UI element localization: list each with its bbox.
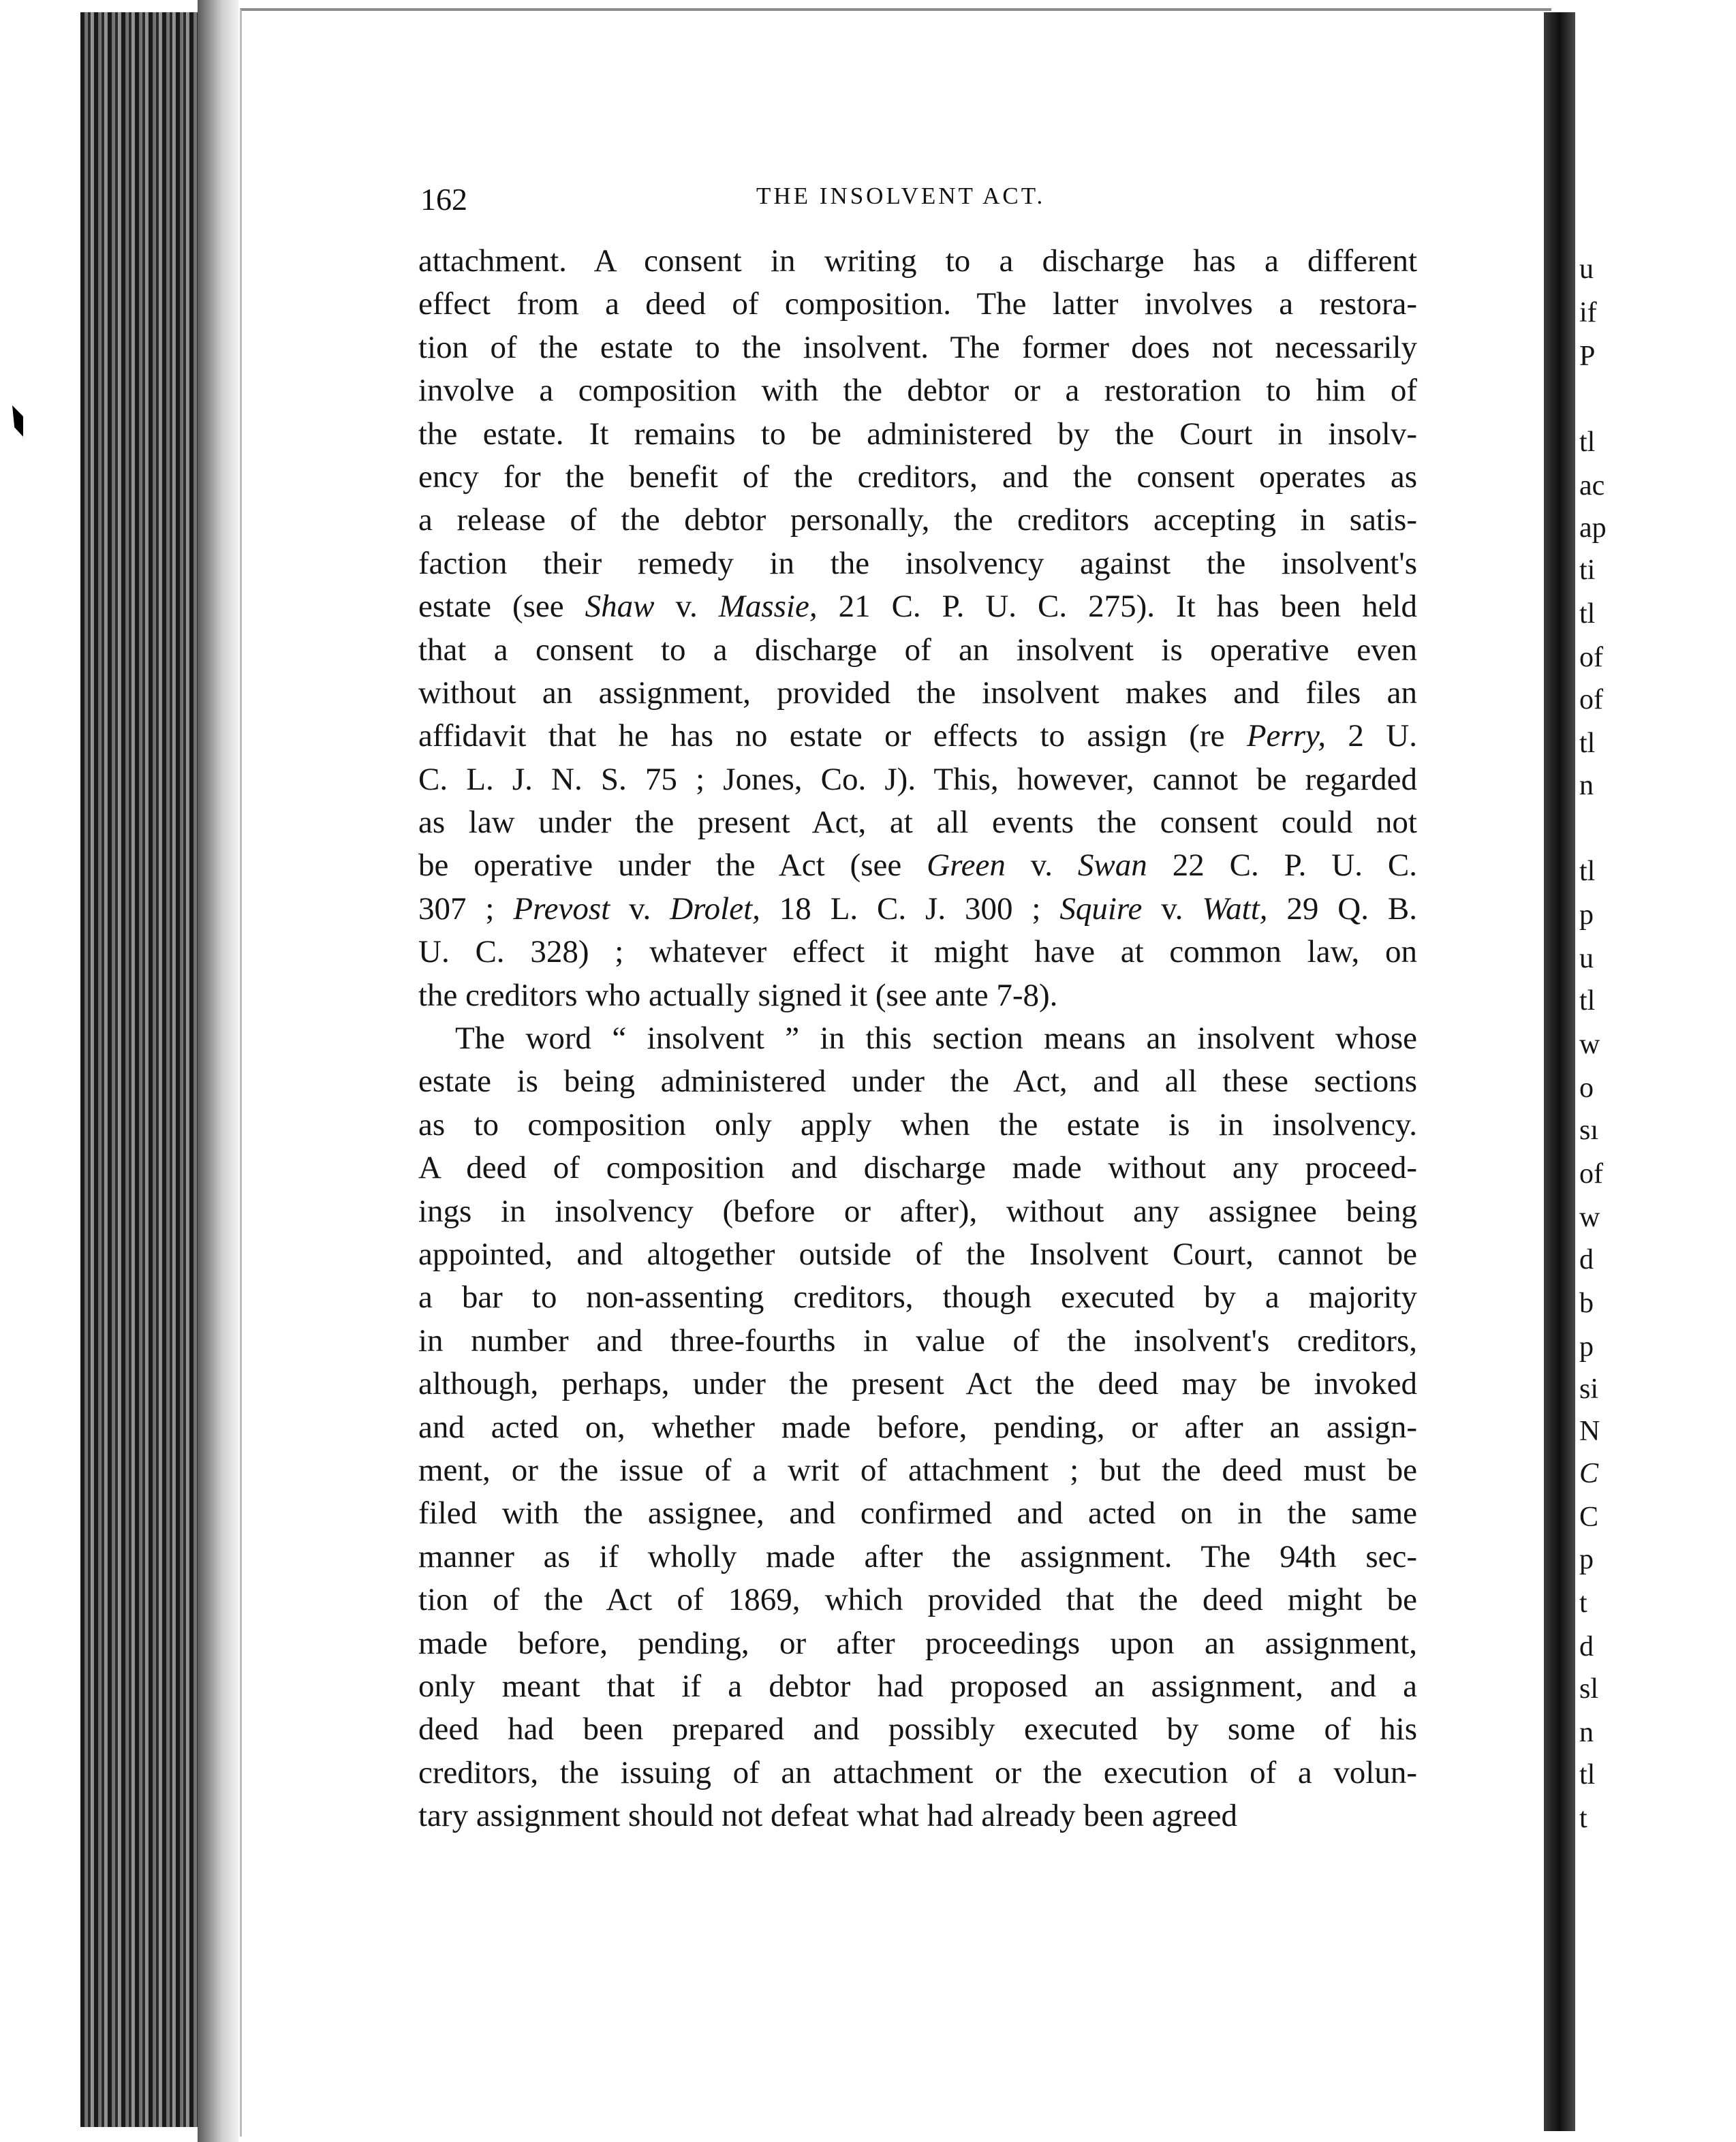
text-segment: effect from a deed of composition. The latter involves a restora- — [418, 286, 1417, 322]
next-page-fragment: of — [1579, 1158, 1603, 1190]
binding-shadow — [198, 0, 238, 2142]
next-page-fragment: sl — [1579, 1673, 1599, 1705]
text-line — [418, 456, 1417, 499]
text-segment: A deed of composition and discharge made without any proceed- — [418, 1150, 1417, 1186]
next-page-fragment: of — [1579, 642, 1603, 673]
text-segment: faction their remedy in the insolvency against the insolvent's — [418, 545, 1417, 581]
next-page-fragment: d — [1579, 1631, 1594, 1662]
text-line — [418, 1276, 1417, 1319]
case-name: Shaw — [585, 589, 655, 625]
next-page-fragment: t — [1579, 1803, 1587, 1834]
text-segment: appointed, and altogether outside of the Insolvent Court, cannot be — [418, 1236, 1417, 1272]
next-page-fragment: p — [1579, 1331, 1594, 1363]
text-line — [418, 413, 1417, 456]
text-line — [418, 1060, 1417, 1103]
text-segment: tion of the Act of 1869, which provided that the deed might be — [418, 1582, 1417, 1618]
text-line — [418, 1190, 1417, 1233]
text-line — [418, 585, 1417, 628]
next-page-fragment: o — [1579, 1072, 1594, 1104]
text-segment: 22 C. P. U. C. — [1147, 848, 1417, 884]
case-name: Drolet, — [670, 890, 760, 927]
next-page-fragment: C — [1579, 1458, 1599, 1489]
next-page-fragment: P — [1579, 341, 1596, 372]
next-page-fragment: p — [1579, 1544, 1594, 1575]
text-segment: v. — [1142, 890, 1203, 927]
text-segment: made before, pending, or after proceedings upon an assignment, — [418, 1625, 1417, 1661]
running-title: THE INSOLVENT ACT. — [756, 183, 1046, 209]
next-page-fragment: C — [1579, 1502, 1599, 1533]
text-line — [418, 715, 1417, 758]
text-line — [418, 283, 1417, 326]
case-name: Massie, — [718, 589, 818, 625]
next-page-fragment: ap — [1579, 512, 1607, 544]
next-page-fragment: if — [1579, 297, 1597, 328]
text-line — [418, 1752, 1417, 1795]
text-line — [418, 629, 1417, 672]
text-segment: ings in insolvency (before or after), without any assignee being — [418, 1193, 1417, 1229]
text-line — [418, 1363, 1417, 1406]
text-segment: affidavit that he has no estate or effects to assign (re — [418, 718, 1247, 754]
text-segment: C. L. J. N. S. 75 ; Jones, Co. J). This, however, cannot be regarded — [418, 761, 1417, 797]
text-line — [418, 672, 1417, 715]
next-page-fragment: N — [1579, 1416, 1600, 1447]
text-segment: as law under the present Act, at all events the consent could not — [418, 805, 1417, 841]
text-line — [418, 1665, 1417, 1708]
case-name: Green — [927, 848, 1006, 884]
text-line — [418, 931, 1417, 974]
text-line — [418, 801, 1417, 844]
text-segment: tary assignment should not defeat what had already been agreed — [418, 1798, 1237, 1834]
next-page-fragment: n — [1579, 770, 1594, 801]
text-segment: that a consent to a discharge of an insolvent is operative even — [418, 632, 1417, 668]
text-segment: tion of the estate to the insolvent. The former does not necessarily — [418, 329, 1417, 365]
text-segment: ency for the benefit of the creditors, and the consent operates as — [418, 459, 1417, 495]
next-page-fragment: n — [1579, 1717, 1594, 1748]
next-page-fragment: tl — [1579, 985, 1596, 1016]
text-segment: although, perhaps, under the present Act the deed may be invoked — [418, 1366, 1417, 1402]
text-segment: manner as if wholly made after the assignment. The 94th sec- — [418, 1538, 1417, 1574]
case-name: Swan — [1077, 848, 1147, 884]
page-number: 162 — [420, 182, 467, 217]
text-line — [418, 1233, 1417, 1276]
text-segment: creditors, the issuing of an attachment or the execution of a volun- — [418, 1754, 1417, 1790]
text-segment: 21 C. P. U. C. 275). It has been held — [817, 589, 1417, 625]
next-page-fragment: ac — [1579, 470, 1605, 501]
text-line — [418, 369, 1417, 412]
text-line — [418, 1579, 1417, 1621]
book-gutter — [1544, 12, 1575, 2131]
text-line — [418, 1104, 1417, 1147]
next-page-fragment: tl — [1579, 426, 1596, 458]
next-page-fragment: si — [1579, 1373, 1599, 1405]
text-segment: and acted on, whether made before, pending, or after an assign- — [418, 1409, 1417, 1445]
case-name: Prevost — [513, 890, 610, 927]
text-line — [418, 1449, 1417, 1492]
text-line — [418, 1536, 1417, 1579]
text-segment: v. — [1005, 848, 1078, 884]
text-line — [418, 1708, 1417, 1751]
text-line — [418, 758, 1417, 801]
text-segment: estate (see — [418, 589, 585, 625]
text-segment: only meant that if a debtor had proposed an assignment, and a — [418, 1668, 1417, 1704]
next-page-fragment: ti — [1579, 555, 1596, 586]
next-page-fragment: sı — [1579, 1115, 1599, 1146]
next-page-fragment: p — [1579, 899, 1594, 931]
text-segment: attachment. A consent in writing to a discharge has a different — [418, 243, 1417, 279]
text-segment: The word “ insolvent ” in this section means an insolvent whose — [455, 1021, 1417, 1057]
next-page-fragment: u — [1579, 253, 1594, 285]
next-page-fragment: of — [1579, 684, 1603, 715]
text-segment: v. — [610, 890, 670, 927]
text-segment: be operative under the Act (see — [418, 848, 927, 884]
text-line — [418, 1406, 1417, 1449]
text-line — [418, 844, 1417, 887]
text-segment: the creditors who actually signed it (see ante 7-8). — [418, 977, 1058, 1013]
next-page-fragment: t — [1579, 1587, 1587, 1619]
text-segment: a bar to non-assenting creditors, though executed by a majority — [418, 1279, 1417, 1316]
next-page-fragment: u — [1579, 943, 1594, 974]
text-segment: involve a composition with the debtor or a restoration to him of — [418, 373, 1417, 409]
text-segment: 18 L. C. J. 300 ; — [760, 890, 1060, 927]
page-body-text — [418, 240, 1417, 1837]
text-line — [418, 240, 1417, 283]
text-segment: 2 U. — [1326, 718, 1417, 754]
case-name: Watt, — [1202, 890, 1268, 927]
next-page-fragment: w — [1579, 1029, 1600, 1060]
text-line — [418, 1795, 1417, 1837]
text-segment: U. C. 328) ; whatever effect it might have at common law, on — [418, 934, 1417, 970]
text-segment: 307 ; — [418, 890, 514, 927]
text-segment: filed with the assignee, and confirmed and acted on in the same — [418, 1495, 1417, 1532]
text-line — [418, 326, 1417, 369]
case-name: Squire — [1059, 890, 1143, 927]
text-segment: v. — [654, 589, 719, 625]
text-segment: 29 Q. B. — [1267, 890, 1417, 927]
text-line — [418, 1147, 1417, 1190]
next-page-fragment: b — [1579, 1288, 1594, 1319]
next-page-edge — [1575, 8, 1736, 2142]
next-page-fragment: w — [1579, 1202, 1600, 1233]
text-segment: deed had been prepared and possibly executed by some of his — [418, 1711, 1417, 1748]
text-line — [418, 499, 1417, 542]
next-page-fragment: d — [1579, 1244, 1594, 1275]
text-segment: estate is being administered under the Act, and all these sections — [418, 1064, 1417, 1100]
text-line — [418, 974, 1417, 1017]
text-segment: as to composition only apply when the estate is in insolvency. — [418, 1106, 1417, 1143]
text-line — [418, 1017, 1417, 1060]
text-line — [418, 1320, 1417, 1363]
page-stack-edge — [80, 12, 210, 2127]
text-line — [418, 888, 1417, 931]
text-segment: a release of the debtor personally, the creditors accepting in satis- — [418, 502, 1417, 538]
text-segment: ment, or the issue of a writ of attachment ; but the deed must be — [418, 1452, 1417, 1488]
next-page-fragment: tl — [1579, 1759, 1596, 1790]
text-line — [418, 542, 1417, 585]
text-segment: in number and three-fourths in value of the insolvent's creditors, — [418, 1322, 1417, 1359]
case-name: Perry, — [1246, 718, 1327, 754]
next-page-fragment: tl — [1579, 856, 1596, 887]
text-line — [418, 1622, 1417, 1665]
text-segment: without an assignment, provided the insolvent makes and files an — [418, 674, 1417, 711]
text-segment: the estate. It remains to be administered by the Court in insolv- — [418, 416, 1417, 452]
text-line — [418, 1492, 1417, 1535]
next-page-fragment: tl — [1579, 598, 1596, 630]
next-page-fragment: tl — [1579, 728, 1596, 759]
